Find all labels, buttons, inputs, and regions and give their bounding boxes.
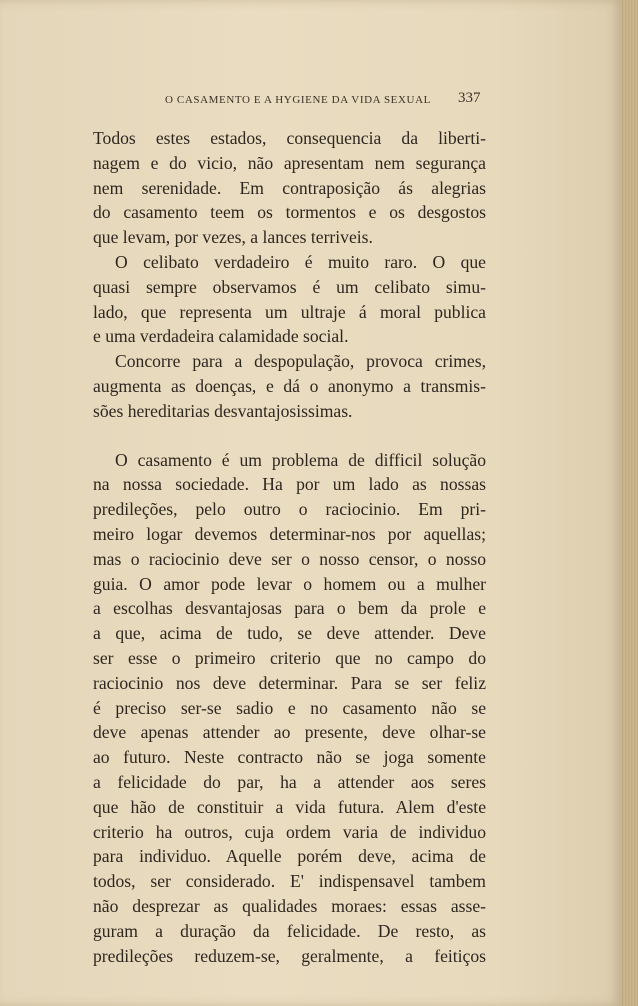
text-line: quasi sempre observamos é um celibato simu- — [93, 276, 486, 297]
page-number: 337 — [458, 90, 481, 106]
paragraph — [93, 250, 486, 349]
text-line: na nossa sociedade. Ha por um lado as nossas — [93, 474, 486, 495]
text-line: criterio ha outros, cuja ordem varia de individuo — [93, 821, 486, 842]
text-line: ao futuro. Neste contracto não se joga somente — [93, 747, 486, 768]
text-line: lado, que representa um ultraje á moral publica — [93, 301, 486, 322]
text-line: guia. O amor pode levar o homem ou a mulher — [93, 573, 486, 594]
text-line: ser esse o primeiro criterio que no campo do — [93, 647, 486, 668]
text-line: nagem e do vicio, não apresentam nem segurança — [93, 152, 486, 173]
text-line: O celibato verdadeiro é muito raro. O que — [115, 251, 486, 272]
text-line: augmenta as doenças, e dá o anonymo a transmis- — [93, 375, 486, 396]
text-line: predileções, pelo outro o raciocinio. Em pri- — [93, 499, 486, 520]
text-line: que levam, por vezes, a lances terriveis. — [93, 227, 373, 248]
page-edge — [622, 0, 638, 1006]
text-line: que hão de constituir a vida futura. Alem d'este — [93, 796, 486, 817]
paragraph — [93, 349, 486, 423]
running-head: O CASAMENTO E A HYGIENE DA VIDA SEXUAL — [165, 94, 431, 106]
text-line: a felicidade do par, ha a attender aos seres — [93, 771, 486, 792]
paragraph — [93, 448, 486, 969]
text-line: O casamento é um problema de difficil solução — [115, 449, 486, 470]
text-line: todos, ser considerado. E' indispensavel tambem — [93, 871, 486, 892]
text-line: mas o raciocinio deve ser o nosso censor, o nosso — [93, 548, 486, 569]
text-line: guram a duração da felicidade. De resto, as — [93, 920, 486, 941]
text-line: raciocinio nos deve determinar. Para se ser feliz — [93, 672, 486, 693]
text-line: Todos estes estados, consequencia da liberti- — [93, 128, 486, 148]
text-line: e uma verdadeira calamidade social. — [93, 326, 349, 347]
section-gap — [93, 424, 486, 448]
text-line: sões hereditarias desvantajosissimas. — [93, 400, 353, 421]
body-text — [93, 126, 486, 968]
text-line: nem serenidade. Em contraposição ás alegrias — [93, 177, 486, 198]
text-line: meiro logar devemos determinar-nos por aquellas; — [93, 523, 486, 544]
text-line: deve apenas attender ao presente, deve olhar-se — [93, 722, 486, 743]
paragraph — [93, 126, 486, 250]
text-line: Concorre para a despopulação, provoca crimes, — [115, 351, 486, 372]
text-line: predileções reduzem-se, geralmente, a feitiços — [93, 945, 486, 966]
text-line: para individuo. Aquelle porém deve, acima de — [93, 846, 486, 867]
text-line: não desprezar as qualidades moraes: essas asse- — [93, 895, 486, 916]
text-line: a que, acima de tudo, se deve attender. Deve — [93, 623, 486, 644]
text-line: do casamento teem os tormentos e os desgostos — [93, 202, 486, 223]
text-line: a escolhas desvantajosas para o bem da prole e — [93, 598, 486, 619]
text-line: é preciso ser-se sadio e no casamento não se — [93, 697, 486, 718]
